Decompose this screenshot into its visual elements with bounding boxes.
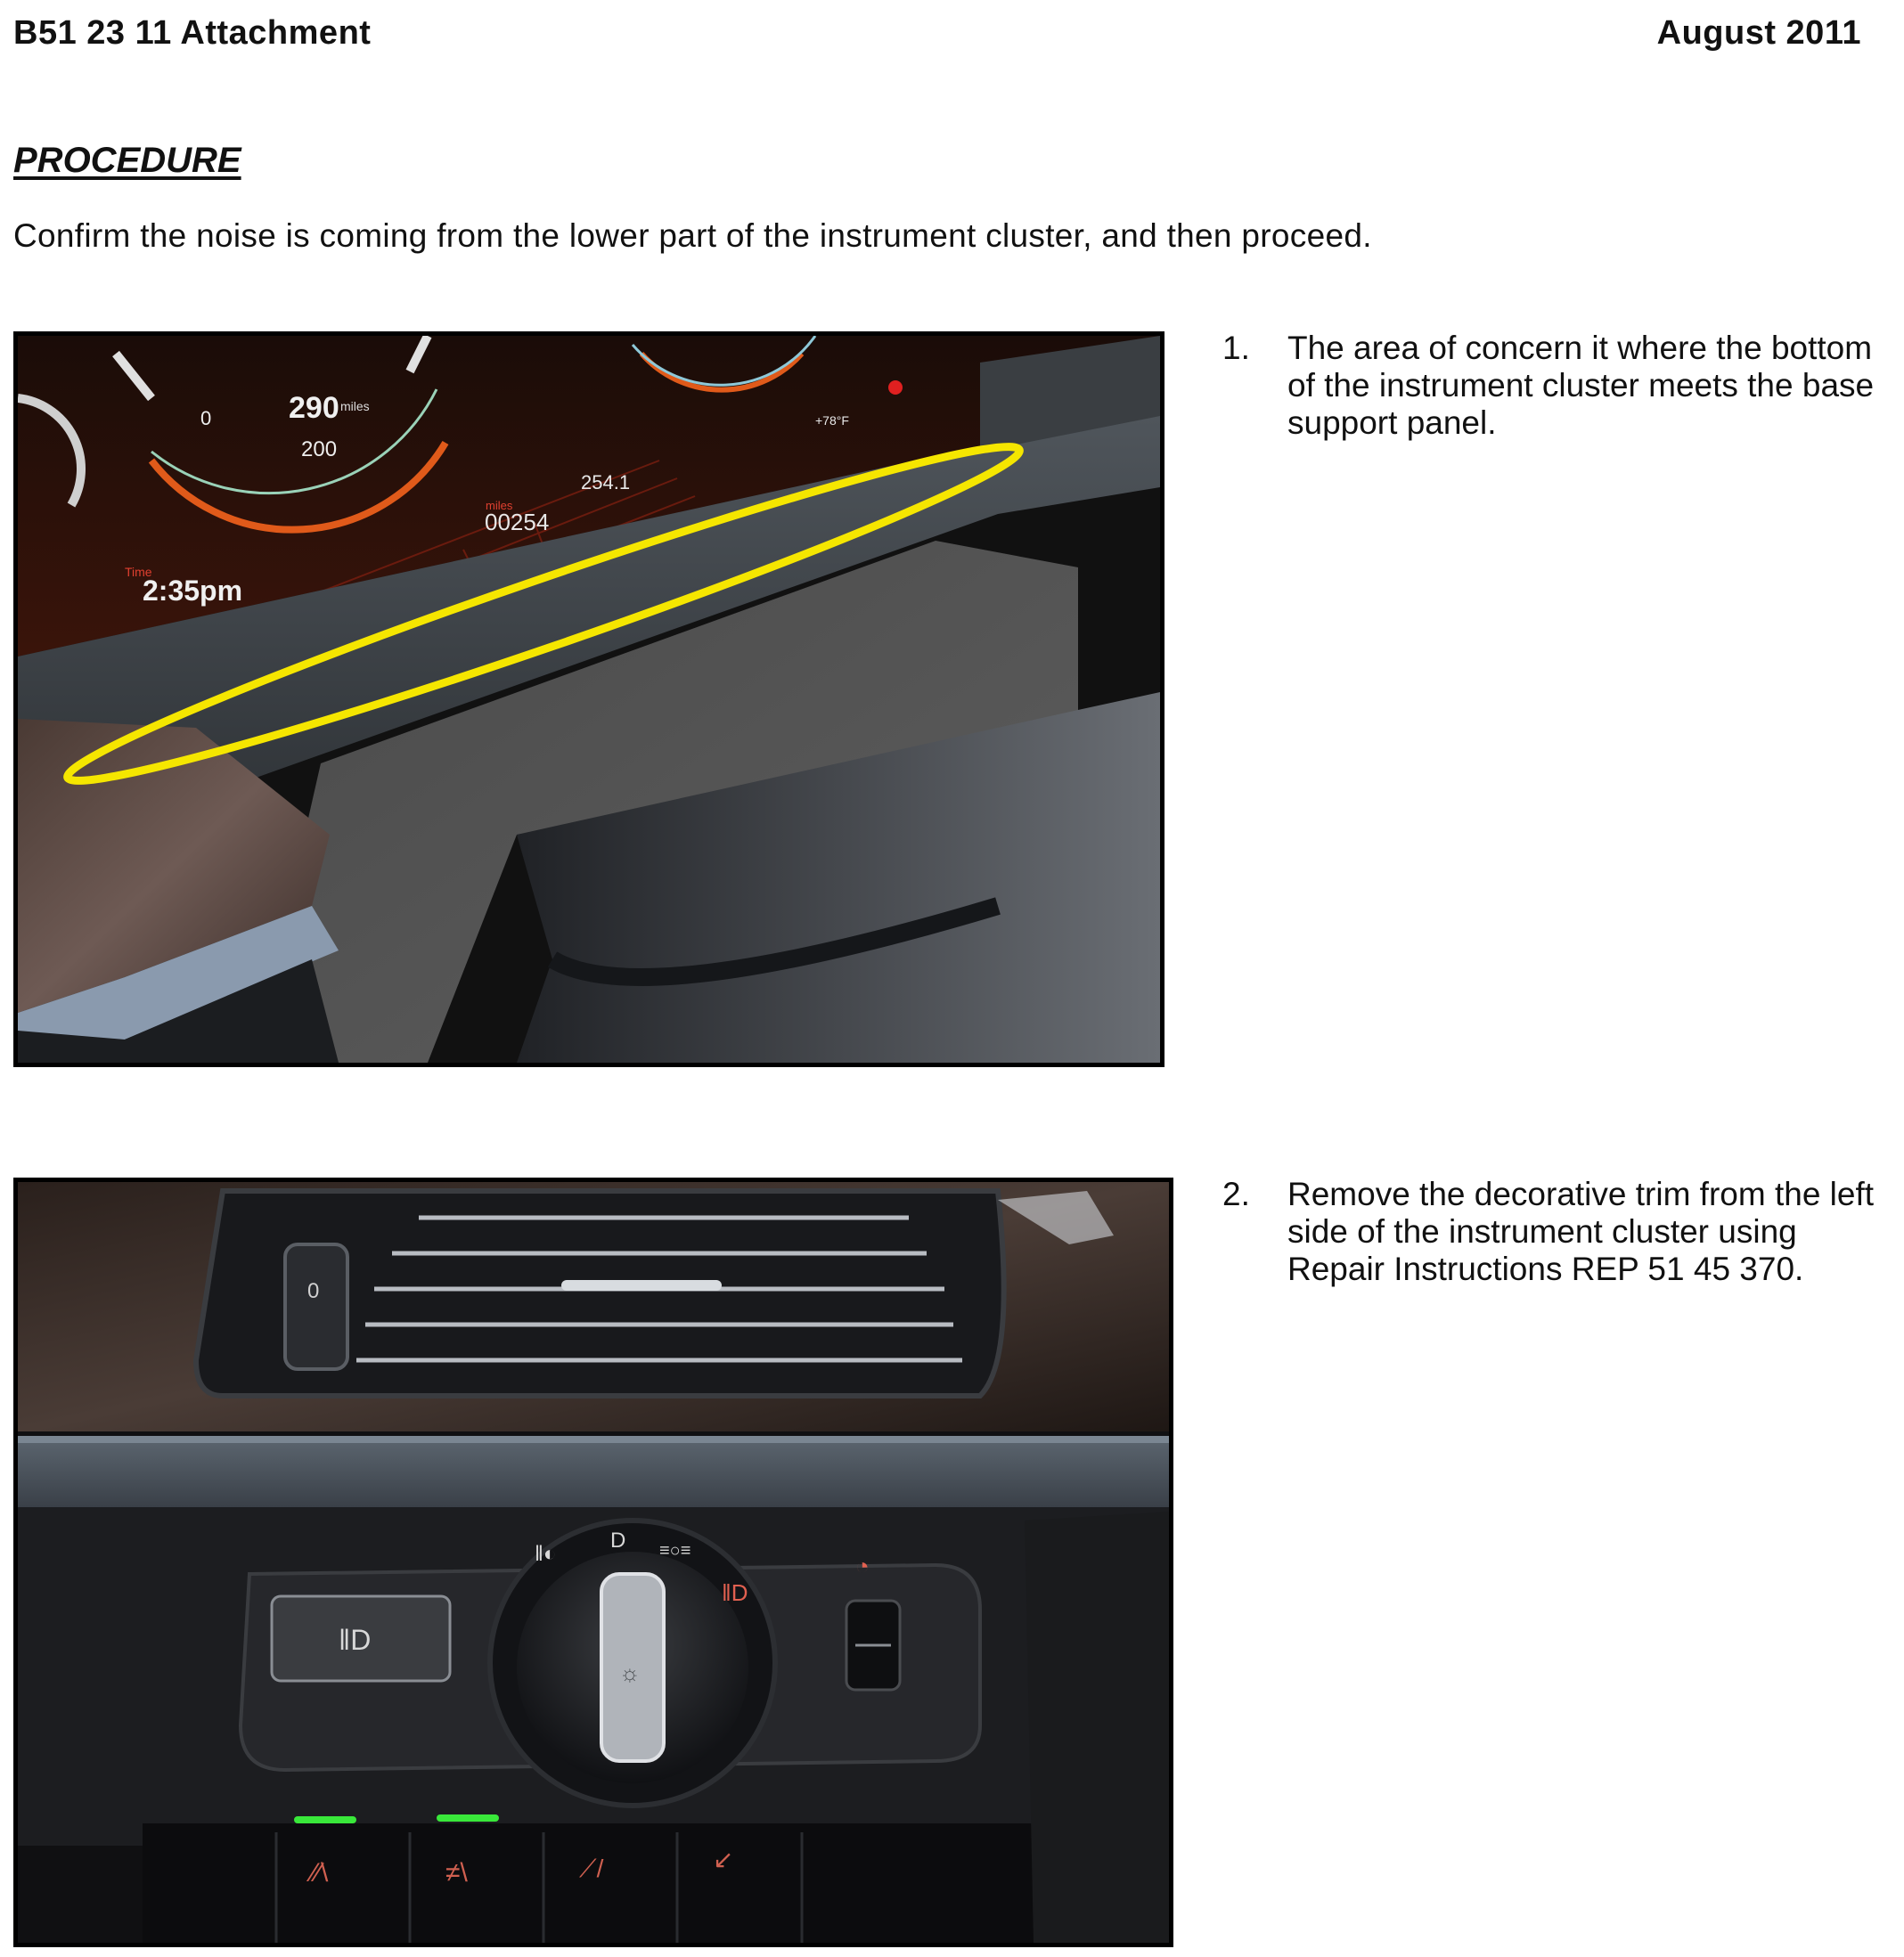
section-title: PROCEDURE [13, 141, 241, 180]
temperature-readout: +78°F [815, 413, 849, 428]
light-switch-illustration [18, 1182, 1169, 1943]
light-switch-panel-photo [13, 1178, 1173, 1947]
step-1-number: 1. [1222, 330, 1250, 366]
rear-fog-icon: ‖D [722, 1579, 748, 1606]
night-vision-icon: ⟋/ [579, 1855, 604, 1882]
step-2-number: 2. [1222, 1176, 1250, 1212]
vent-wheel-label: 0 [307, 1279, 320, 1303]
trip-readout: 254.1 [581, 471, 631, 493]
range-readout: 290 [289, 391, 339, 425]
intro-paragraph: Confirm the noise is coming from the lower part of the instrument cluster, and then proceed. [13, 217, 1372, 254]
document-date: August 2011 [1656, 14, 1861, 52]
indicator-light-1 [294, 1816, 356, 1823]
instrument-cluster-photo [13, 331, 1164, 1067]
clock-readout: 2:35pm [143, 575, 243, 607]
range-unit: miles [340, 399, 370, 413]
lane-departure-icon: ≠\ [445, 1858, 468, 1888]
lane-assist-icon: ⁄⁄\ [312, 1858, 329, 1888]
gauge-zero: 0 [200, 407, 212, 429]
gauge-tick: 200 [301, 437, 338, 461]
headlight-icon: ☼ [619, 1659, 641, 1686]
document-id: B51 23 11 Attachment [13, 14, 372, 52]
fog-light-icon: ‖D [339, 1624, 372, 1656]
head-up-display-icon: ↙ [713, 1846, 734, 1873]
parking-light-icon: ‖◐ [535, 1542, 557, 1566]
indicator-light-2 [437, 1814, 499, 1822]
step-1-text: The area of concern it where the bottom of the instrument cluster meets the base support panel. [1287, 330, 1875, 441]
miles-label: miles [486, 499, 513, 512]
warning-lamp-icon [888, 380, 903, 395]
clock-label: Time [125, 565, 152, 579]
odometer-readout: 00254 [485, 509, 550, 535]
instrument-cluster-illustration [18, 336, 1160, 1063]
auto-light-label: D [610, 1529, 626, 1553]
step-2-text: Remove the decorative trim from the left side of the instrument cluster using Repair Instructions REP 51 45 370. [1287, 1176, 1875, 1287]
side-light-icon: ≡○≡ [659, 1541, 691, 1561]
dimmer-icon: ◔ [855, 1553, 870, 1579]
